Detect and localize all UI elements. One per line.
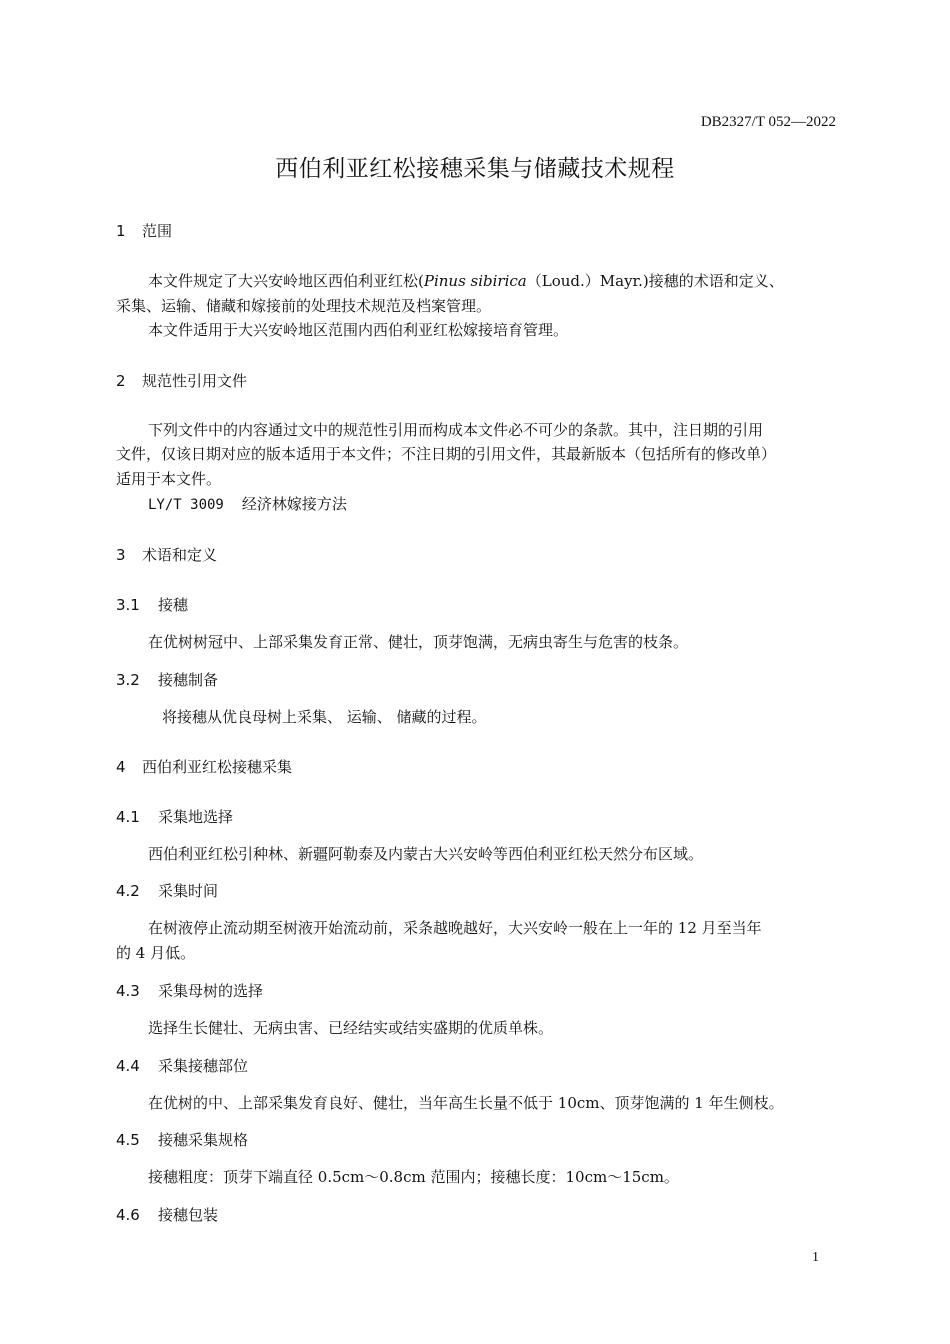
subsection-title: 采集时间 <box>158 882 219 900</box>
species-name: Pinus sibirica <box>423 272 527 290</box>
subsection-number: 4.6 <box>116 1206 140 1224</box>
text-run: 在优树的中、上部采集发育良好、健壮，当年高生长量不低于 10cm、顶芽饱满的 1 年生侧枝。 <box>148 1094 784 1112</box>
paragraph-references-line-3: 适用于本文件。 <box>116 470 222 488</box>
reference-code: LY/T 3009 <box>148 497 224 513</box>
paragraph-scope-applicability <box>116 319 836 340</box>
subsection-number: 3.1 <box>116 596 140 614</box>
subsection-number: 4.4 <box>116 1057 140 1075</box>
subsection-number: 4.2 <box>116 882 140 900</box>
definition-scion <box>116 631 836 652</box>
paragraph-collection-time-line-2: 的 4 月低。 <box>116 944 196 962</box>
text-run: 在优树树冠中、上部采集发育正常、健壮，顶芽饱满，无病虫寄生与危害的枝条。 <box>148 633 689 651</box>
paragraph-site-selection <box>116 843 836 864</box>
section-heading-1 <box>116 220 172 241</box>
text-run: 本文件适用于大兴安岭地区范围内西伯利亚红松嫁接培育管理。 <box>148 321 569 339</box>
section-title: 规范性引用文件 <box>142 372 248 390</box>
document-title: 西伯利亚红松接穗采集与储藏技术规程 <box>275 156 675 182</box>
subsection-heading-4-5 <box>116 1129 248 1150</box>
subsection-number: 4.1 <box>116 808 140 826</box>
text-run: 接穗粗度：顶芽下端直径 0.5cm～0.8cm 范围内；接穗长度：10cm～15cm。 <box>148 1168 679 1186</box>
paragraph-references-line-1 <box>116 419 836 440</box>
subsection-title: 接穗 <box>158 596 189 614</box>
page-number: 1 <box>812 1250 819 1265</box>
text-run: 本文件规定了大兴安岭地区西伯利亚红松( <box>148 272 424 290</box>
text-run: 西伯利亚红松引种林、新疆阿勒泰及内蒙古大兴安岭等西伯利亚红松天然分布区域。 <box>148 845 704 863</box>
paragraph-scope-line-2: 采集、运输、储藏和嫁接前的处理技术规范及档案管理。 <box>116 297 492 315</box>
subsection-title: 采集接穗部位 <box>158 1057 249 1075</box>
subsection-heading-3-2 <box>116 669 218 690</box>
section-title: 范围 <box>142 222 173 240</box>
section-number: 3 <box>116 546 126 564</box>
subsection-title: 接穗采集规格 <box>158 1131 249 1149</box>
section-number: 2 <box>116 372 126 390</box>
subsection-title: 接穗包装 <box>158 1206 219 1224</box>
reference-title: 经济林嫁接方法 <box>241 495 347 513</box>
subsection-number: 4.5 <box>116 1131 140 1149</box>
subsection-heading-4-3 <box>116 980 263 1001</box>
section-number: 1 <box>116 222 126 240</box>
paragraph-scope-line-1 <box>116 270 836 291</box>
subsection-heading-4-1 <box>116 806 233 827</box>
subsection-heading-4-4 <box>116 1055 248 1076</box>
text-run: 选择生长健壮、无病虫害、已经结实或结实盛期的优质单株。 <box>148 1019 554 1037</box>
section-heading-3 <box>116 544 217 565</box>
section-heading-2 <box>116 370 247 391</box>
subsection-title: 接穗制备 <box>158 671 219 689</box>
subsection-title: 采集母树的选择 <box>158 982 264 1000</box>
paragraph-collection-time-line-1 <box>116 917 836 938</box>
subsection-number: 3.2 <box>116 671 140 689</box>
text-run: 将接穗从优良母树上采集、 运输、 储藏的过程。 <box>162 708 487 726</box>
paragraph-references-line-2: 文件，仅该日期对应的版本适用于本文件；不注日期的引用文件，其最新版本（包括所有的修改单） <box>116 445 777 463</box>
section-title: 术语和定义 <box>142 546 218 564</box>
paragraph-collection-position <box>116 1092 836 1113</box>
definition-scion-preparation <box>116 706 836 727</box>
section-title: 西伯利亚红松接穗采集 <box>142 758 293 776</box>
subsection-title: 采集地选择 <box>158 808 234 826</box>
section-number: 4 <box>116 758 126 776</box>
subsection-heading-4-6 <box>116 1204 218 1225</box>
reference-entry <box>116 493 836 514</box>
document-number: DB2327/T 052—2022 <box>700 114 836 130</box>
subsection-number: 4.3 <box>116 982 140 1000</box>
subsection-heading-3-1 <box>116 594 188 615</box>
section-heading-4 <box>116 756 292 777</box>
text-run: （Loud.）Mayr.)接穗的术语和定义、 <box>526 272 784 290</box>
paragraph-scion-specification <box>116 1166 836 1187</box>
text-run: 下列文件中的内容通过文中的规范性引用而构成本文件必不可少的条款。其中，注日期的引用 <box>148 421 764 439</box>
paragraph-mother-tree <box>116 1017 836 1038</box>
subsection-heading-4-2 <box>116 880 218 901</box>
text-run: 在树液停止流动期至树液开始流动前，采条越晚越好，大兴安岭一般在上一年的 12 月至当年 <box>148 919 762 937</box>
